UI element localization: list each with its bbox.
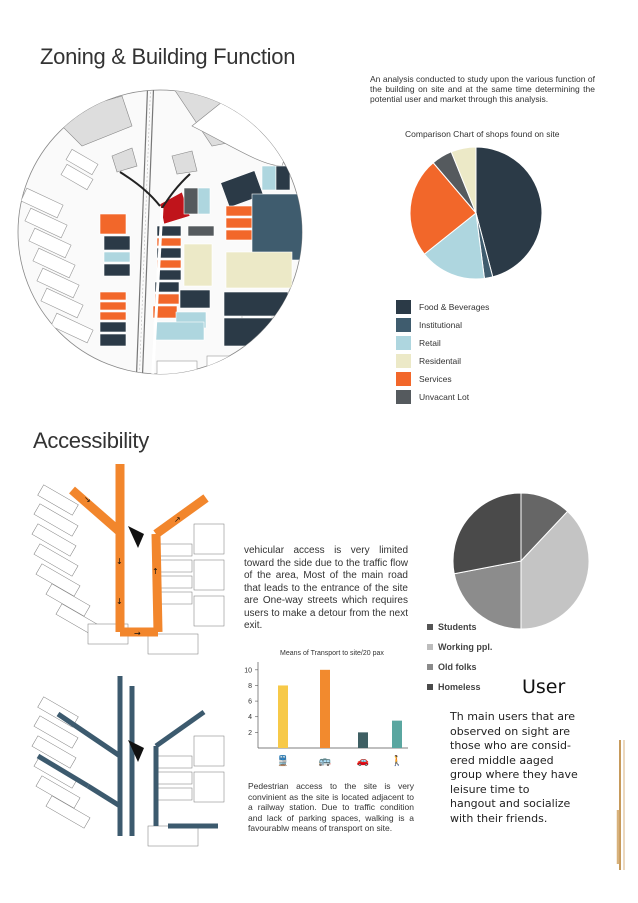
legend-swatch: [396, 372, 411, 386]
y-tick-label: 4: [248, 714, 252, 722]
legend-label: Services: [419, 374, 452, 384]
user-legend-item: [427, 662, 477, 672]
zoning-legend-item: [396, 336, 441, 350]
zoning-intro: An analysis conducted to study upon the various function of the building on site and at the same time determining the potential user and market through this analysis.: [370, 74, 595, 104]
legend-swatch: [396, 318, 411, 332]
user-pie-slice-homeless: [453, 493, 521, 574]
user-text: Th main users that are observed on sight are those who are consid-ered middle aaged group where they have leisure time to hangout and socialize with their friends.: [450, 710, 578, 825]
legend-label: Students: [438, 622, 477, 632]
user-legend-item: [427, 682, 481, 692]
train-icon: 🚆: [276, 756, 290, 767]
y-tick-label: 2: [248, 729, 252, 737]
legend-label: Institutional: [419, 320, 462, 330]
legend-swatch: [396, 300, 411, 314]
legend-label: Retail: [419, 338, 441, 348]
user-legend-item: [427, 622, 477, 632]
svg-text:↑: ↑: [152, 567, 159, 576]
legend-swatch: [427, 684, 433, 690]
walking-icon: 🚶: [390, 756, 404, 767]
zoning-legend-item: [396, 300, 489, 314]
user-legend-item: [427, 642, 492, 652]
legend-swatch: [396, 336, 411, 350]
y-tick-label: 8: [248, 682, 252, 690]
user-pie-chart: [450, 490, 592, 632]
transport-bar-chart: [236, 660, 416, 770]
vehicular-map: [28, 464, 238, 664]
accessibility-title: Accessibility: [33, 428, 149, 453]
legend-swatch: [427, 644, 433, 650]
bar-bus: [320, 670, 330, 748]
bar-walk: [392, 721, 402, 748]
zoning-legend-item: [396, 354, 461, 368]
svg-text:↘: ↘: [84, 495, 91, 504]
legend-label: Unvacant Lot: [419, 392, 470, 402]
zoning-pie-chart: [400, 140, 550, 290]
user-title: User: [522, 676, 566, 698]
bar-train: [278, 685, 288, 748]
legend-swatch: [427, 624, 433, 630]
pedestrian-access-text: Pedestrian access to the site is very convinient as the site is located adjacent to a railway station. Due to traffic condition and lack of parking spaces, walking is a favourablw means of transport on site.: [248, 781, 414, 833]
zoning-chart-title: Comparison Chart of shops found on site: [405, 129, 560, 139]
zoning-legend-item: [396, 390, 469, 404]
svg-text:↗: ↗: [174, 515, 181, 524]
vehicular-access-text: vehicular access is very limited toward the side due to the traffic flow of the area, Most of the main road that leads to the entrance of the site are One-way streets which requires users to make a detour from the next exit.: [244, 545, 408, 631]
transport-chart-title: Means of Transport to site/20 pax: [280, 650, 384, 657]
legend-label: Homeless: [438, 682, 481, 692]
legend-label: Residentail: [419, 356, 462, 366]
car-icon: 🚗: [356, 756, 370, 767]
zoning-legend-item: [396, 372, 452, 386]
zoning-map: [12, 76, 312, 388]
zoning-title: Zoning & Building Function: [40, 44, 296, 69]
legend-label: Food & Beverages: [419, 302, 490, 312]
pedestrian-map: [28, 676, 238, 866]
bus-icon: 🚌: [318, 756, 332, 767]
legend-swatch: [396, 354, 411, 368]
scale-figure-sketch: [612, 740, 632, 870]
y-tick-label: 6: [248, 698, 252, 706]
svg-text:↓: ↓: [116, 557, 123, 566]
svg-text:→: →: [134, 629, 141, 638]
bar-car: [358, 732, 368, 748]
legend-label: Old folks: [438, 662, 477, 672]
legend-swatch: [427, 664, 433, 670]
legend-swatch: [396, 390, 411, 404]
svg-text:↓: ↓: [116, 597, 123, 606]
zoning-legend-item: [396, 318, 462, 332]
y-tick-label: 10: [244, 667, 252, 675]
legend-label: Working ppl.: [438, 642, 493, 652]
